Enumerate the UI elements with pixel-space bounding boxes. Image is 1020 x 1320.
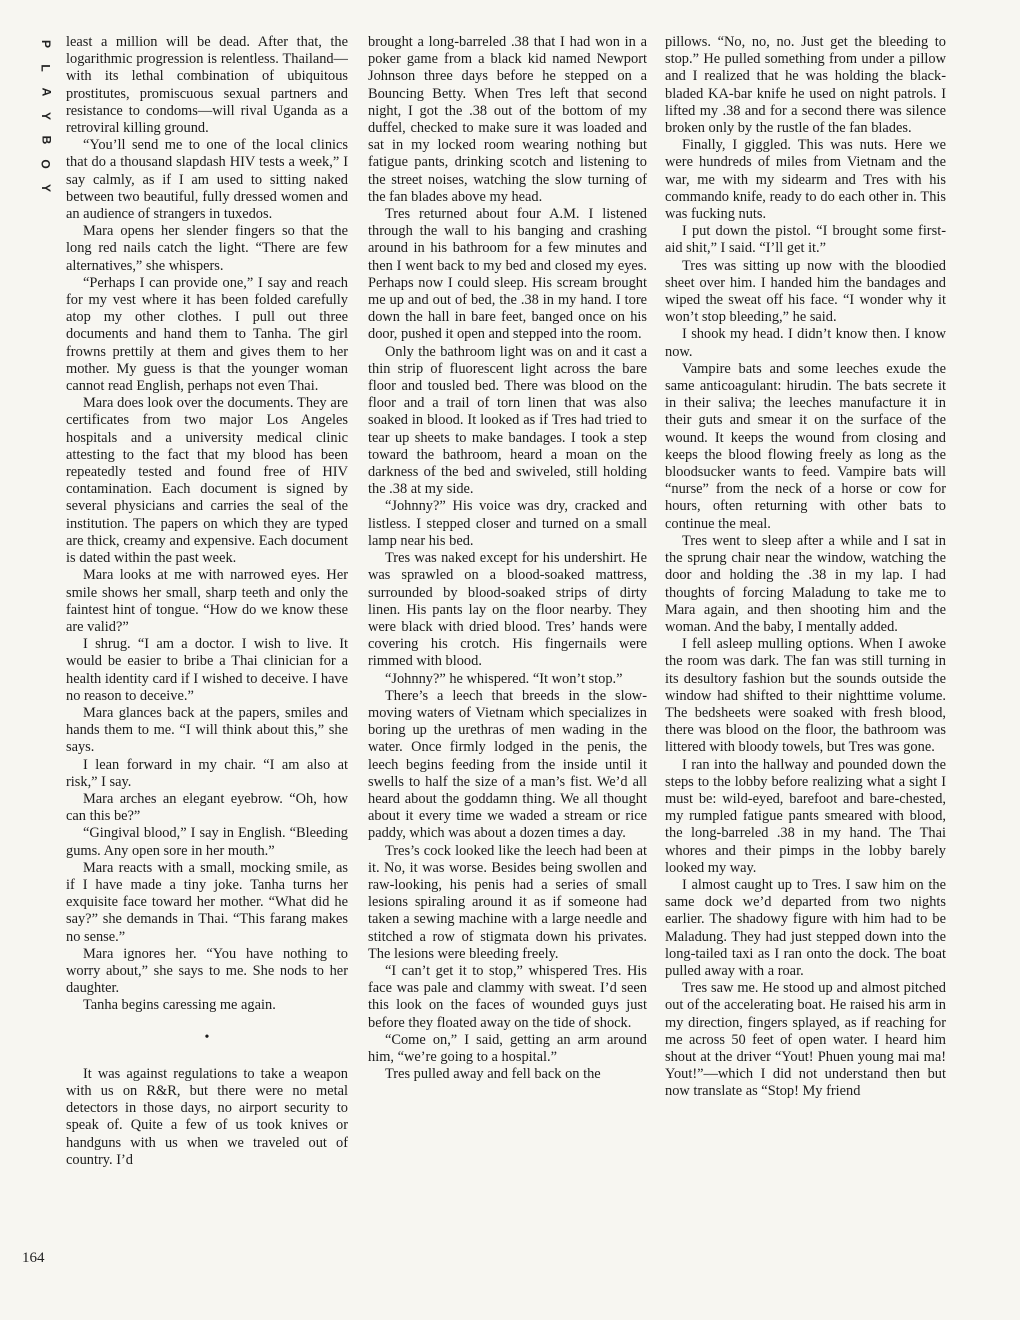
article-paragraph: Tanha begins caressing me again. [83,997,276,1014]
article-paragraph: “Come on,” I said, getting an arm around him, “we’re going to a hospital.” [368,1031,647,1065]
article-paragraph: “Johnny?” His voice was dry, cracked and listless. I stepped closer and turned on a small lamp near his bed. [368,498,647,549]
article-paragraph: I put down the pistol. “I brought some first-aid shit,” I said. “I’ll get it.” [665,223,946,257]
article-paragraph: Mara looks at me with narrowed eyes. Her smile shows her small, sharp teeth and only the faintest hint of tongue. “How do we know these are valid?” [66,567,348,635]
article-paragraph: least a million will be dead. After that, the logarithmic progression is relentless. Thailand—with its lethal combination of ubiquitous prostitutes, promiscuous sexual partners and resistance to condoms—will rival Uganda as a retroviral killing ground. [66,34,348,137]
article-paragraph: I lean forward in my chair. “I am also at risk,” I say. [66,756,348,790]
article-paragraph: I almost caught up to Tres. I saw him on the same dock we’d departed from two nights earlier. The shadowy figure with him had to be Maladung. They had just stepped down into the long-tailed taxi as I ran onto the dock. The boat pulled away with a roar. [665,876,946,979]
page-number: 164 [22,1250,45,1266]
article-paragraph: pillows. “No, no, no. Just get the bleeding to stop.” He pulled something from under a pillow and I realized that he was holding the black-bladed KA-bar knife he used on night patrols. I lifted my .38 and for a second there was silence broken only by the rustle of the fan blades. [665,34,946,137]
text-column-3 [665,34,946,1304]
article-paragraph: Mara does look over the documents. They are certificates from two major Los Angeles hospitals and a university medical clinic attesting to the fact that my blood has been repeatedly tested and found free of HIV contamination. Each document is signed by several physicians and carries the seal of the institution. The papers on which they are typed are thick, creamy and expensive. Each document is dated within the past week. [66,395,348,567]
article-paragraph: Tres was naked except for his undershirt. He was sprawled on a blood-soaked mattress, surrounded by blood-soaked strips of dirty linen. His pants lay on the floor nearby. They were black with dried blood. Tres’ hands were covering his crotch. His fingernails were rimmed with blood. [368,550,647,670]
side-label-letter: A [38,87,53,97]
text-column-2 [368,34,647,1304]
article-paragraph: Mara opens her slender fingers so that the long red nails catch the light. “There are few alternatives,” she whispers. [66,223,348,274]
article-paragraph: There’s a leech that breeds in the slow-moving waters of Vietnam which specializes in boring up the urethras of men wading in the water. Once firmly lodged in the penis, the leech begins feeding from the inside until it swells to half the size of a man’s fist. We’d all heard about the goddamn thing. We all thought about it every time we waded a stream or rice paddy, which was about a dozen times a day. [368,687,647,842]
article-paragraph: Mara glances back at the papers, smiles and hands them to me. “I will think about this,” she says. [66,704,348,756]
side-label-letter: B [38,135,53,145]
article-paragraph: “You’ll send me to one of the local clinics that do a thousand slapdash HIV tests a week,” I say calmly, as if I am used to sitting naked between two beautiful, fully dressed women and an audience of strangers in tuxedos. [66,137,348,223]
article-paragraph: “Johnny?” he whispered. “It won’t stop.” [385,670,623,687]
article-paragraph: Tres’s cock looked like the leech had been at it. No, it was worse. Besides being swollen and raw-looking, his penis had a series of small lesions spiraling around it as if someone had taken a sewing machine with a large needle and stitched a row of stigmata down his privates. The lesions were bleeding freely. [368,842,647,962]
text-column-1 [66,34,348,1304]
section-break-bullet: • [204,1029,210,1045]
article-paragraph: It was against regulations to take a weapon with us on R&R, but there were no metal detectors in those days, no airport security to speak of. Quite a few of us took knives or handguns with us when we traveled out of country. I’d [66,1065,348,1168]
side-label-letter: Y [38,111,53,121]
article-paragraph: Tres pulled away and fell back on the [385,1066,601,1083]
article-paragraph: Tres went to sleep after a while and I sat in the sprung chair near the window, watching the door and holding the .38 in my lap. I had thoughts of forcing Maladung to take me to Mara again, and then shooting him and the woman. And the baby, I mentally added. [665,532,946,635]
magazine-side-label [38,32,54,200]
article-paragraph: Only the bathroom light was on and it cast a thin strip of fluorescent light across the bare floor and tousled bed. There was blood on the floor and a trail of torn linen that was also soaked in blood. It looked as if Tres had tried to tear up sheets to make bandages. I took a step toward the bathroom, heard a moan on the darkness of the bed and swiveled, still holding the .38 at my side. [368,343,647,498]
article-paragraph: I shrug. “I am a doctor. I wish to live. It would be easier to bribe a Thai clinician for a health identity card if I wished to deceive. I have no reason to deceive.” [66,636,348,704]
article-paragraph: “Perhaps I can provide one,” I say and reach for my vest where it has been folded carefully atop my other clothes. I pull out three documents and hand them to Tanha. The girl frowns prettily at them and gives them to her mother. My guess is that the younger woman cannot read English, perhaps not even Thai. [66,274,348,395]
article-paragraph: Mara ignores her. “You have nothing to worry about,” she says to me. She nods to her daughter. [66,945,348,997]
article-paragraph: I fell asleep mulling options. When I awoke the room was dark. The fan was still turning in its desultory fashion but the sounds outside the window had shifted to their nighttime volume. The bedsheets were soaked with fresh blood, there was blood on the floor, the bathroom was littered with bloody towels, but Tres was gone. [665,636,946,756]
article-paragraph: Mara arches an elegant eyebrow. “Oh, how can this be?” [66,790,348,825]
article-paragraph: “Gingival blood,” I say in English. “Bleeding gums. Any open sore in her mouth.” [66,825,348,859]
article-paragraph: I ran into the hallway and pounded down the steps to the lobby before realizing what a sight I must be: wild-eyed, barefoot and bare-chested, my rumpled fatigue pants smeared with blood, the long-barreled .38 in my hand. The Thai whores and their pimps in the lobby barely looked my way. [665,756,946,876]
article-paragraph: Tres returned about four A.M. I listened through the wall to his banging and crashing around in his bathroom for a few minutes and then I went back to my bed and closed my eyes. Perhaps now I could sleep. His scream brought me up and out of bed, the .38 in my hand. I tore down the hall in bare feet, banged once on his door, pushed it open and stepped into the room. [368,206,647,343]
side-label-letter: L [39,64,53,72]
article-paragraph: Tres saw me. He stood up and almost pitched out of the accelerating boat. He raised his arm in my direction, fingers splayed, as if reaching for me across 50 feet of open water. I heard him shout at the driver “Yout! Phuen young mai ma! Yout!”—which I did not understand then but now translate as “Stop! My friend [665,980,946,1100]
article-paragraph: Mara reacts with a small, mocking smile, as if I have made a tiny joke. Tanha turns her exquisite face toward her mother. “What did he say?” she demands in Thai. “This farang makes no sense.” [66,859,348,945]
side-label-letter: O [39,159,53,169]
article-paragraph: Finally, I giggled. This was nuts. Here we were hundreds of miles from Vietnam and the war, me with my sidearm and Tres with his commando knife, ready to do each other in. This was fucking nuts. [665,137,946,223]
article-paragraph: Tres was sitting up now with the bloodied sheet over him. I handed him the bandages and wiped the sweat off his face. “I wonder why it won’t stop bleeding,” he said. [665,257,946,326]
article-paragraph: “I can’t get it to stop,” whispered Tres. His face was pale and clammy with sweat. I’d seen this look on the faces of wounded guys just before they floated away on the tide of shock. [368,962,647,1031]
side-label-letter: P [38,39,53,49]
side-label-letter: Y [38,183,53,193]
article-paragraph: I shook my head. I didn’t know then. I know now. [665,326,946,360]
article-paragraph: Vampire bats and some leeches exude the same anticoagulant: hirudin. The bats secrete it in their saliva; the leeches manufacture it in their guts and smear it on the surface of the wound. It keeps the wound from closing and keeps the blood flowing freely as long as the bloodsucker wants to feed. Vampire bats will “nurse” from the neck of a horse or cow for hours, often returning with other bats to continue the meal. [665,360,946,532]
article-paragraph: brought a long-barreled .38 that I had won in a poker game from a black kid named Newport Johnson three days before he stepped on a Bouncing Betty. When Tres left that second night, I got the .38 out of the bottom of my duffel, checked to make sure it was loaded and sat in my locked room wearing nothing but fatigue pants, drinking scotch and listening to the street noises, watching the slow turning of the fan blades above my head. [368,34,647,205]
